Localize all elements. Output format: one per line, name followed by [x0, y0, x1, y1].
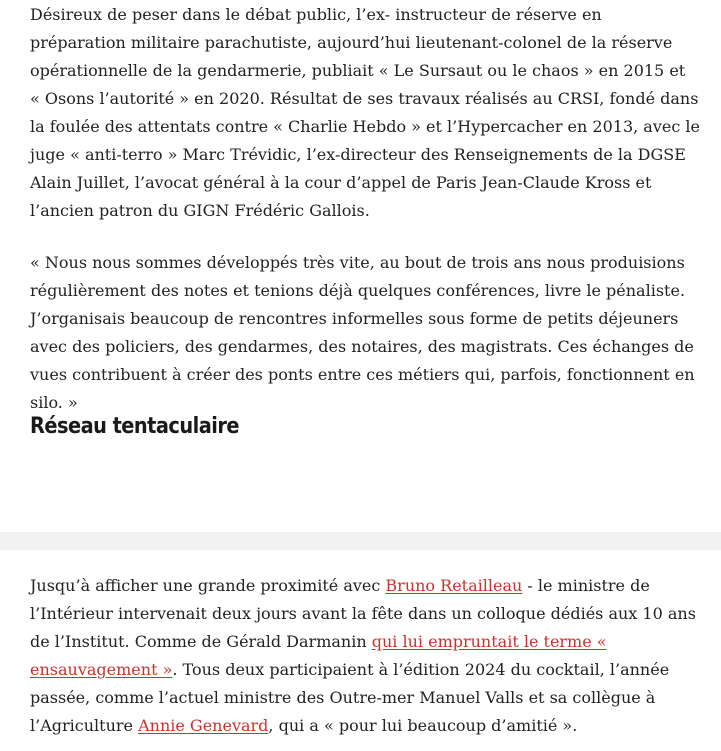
- section-heading: Réseau tentaculaire: [30, 414, 240, 439]
- paragraph-text: , qui a « pour lui beaucoup d’amitié ».: [268, 716, 578, 735]
- link-bruno-retailleau[interactable]: Bruno Retailleau: [385, 576, 523, 595]
- paragraph-text: Jusqu’à afficher une grande proximité avec: [30, 576, 386, 595]
- ad-placeholder-band: [0, 532, 721, 550]
- paragraph-text: - le ministre de l’Intérieur intervenait deux jours avant la fête dans un colloque dédiés aux 10 ans de l’Institut. Comme de Gérald Darmanin: [30, 576, 696, 651]
- article-quote-paragraph: « Nous nous sommes développés très vite, au bout de trois ans nous produisions régulièrement des notes et tenions déjà quelques conférences, livre le pénaliste. J’organisais beaucoup de rencontres informelles sous forme de petits déjeuners avec des policiers, des gendarmes, des notaires, des magistrats. Ces échanges de vues contribuent à créer des ponts entre ces métiers qui, parfois, fonctionnent en silo. »: [30, 253, 695, 412]
- link-ensauvagement-article[interactable]: qui lui empruntait le terme « ensauvagement »: [30, 632, 607, 679]
- paragraph-text: . Tous deux participaient à l’édition 2024 du cocktail, l’année passée, comme l’actuel ministre des Outre-mer Manuel Valls et sa collègue à l’Agriculture: [30, 660, 670, 735]
- article-paragraph: Désireux de peser dans le débat public, l’ex- instructeur de réserve en préparation militaire parachutiste, aujourd’hui lieutenant-colonel de la réserve opérationnelle de la gendarmerie, publiait « Le Sursaut ou le chaos » en 2015 et « Osons l’autorité » en 2020. Résultat de ses travaux réalisés au CRSI, fondé dans la foulée des attentats contre « Charlie Hebdo » et l’Hypercacher en 2013, avec le juge « anti-terro » Marc Trévidic, l’ex-directeur des Renseignements de la DGSE Alain Juillet, l’avocat général à la cour d’appel de Paris Jean-Claude Kross et l’ancien patron du GIGN Frédéric Gallois.: [30, 5, 700, 220]
- link-annie-genevard[interactable]: Annie Genevard: [138, 716, 269, 735]
- article-paragraph: [30, 572, 700, 740]
